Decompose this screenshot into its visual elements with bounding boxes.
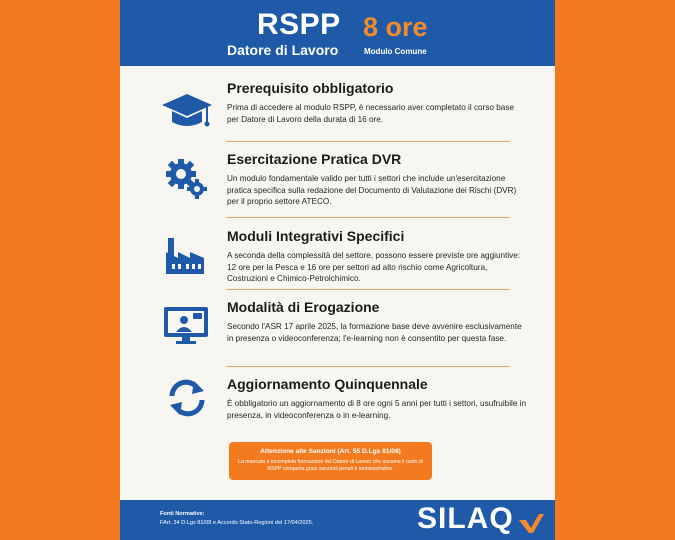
divider bbox=[226, 217, 510, 218]
logo-text: SILAQ bbox=[417, 502, 514, 535]
section-title: Esercitazione Pratica DVR bbox=[227, 151, 402, 167]
logo-check-icon bbox=[517, 512, 545, 534]
infographic-card bbox=[120, 0, 555, 540]
sources-text: FArt. 34 D.Lgs 81/08 e Accordo Stato-Regioni del 17/04/2025. bbox=[160, 520, 314, 526]
page-title: RSPP bbox=[257, 8, 341, 41]
video-conference-icon bbox=[160, 303, 214, 347]
divider bbox=[226, 289, 510, 290]
section-body: Un modulo fondamentale valido per tutti i settori che include un'esercitazione pratica specifica sulla redazione del Documento di Valutazione dei Rischi (DVR) per il proprio settore ATECO. bbox=[227, 174, 517, 206]
divider bbox=[226, 141, 510, 142]
divider bbox=[226, 366, 510, 367]
graduation-cap-icon bbox=[160, 90, 214, 134]
section-title: Moduli Integrativi Specifici bbox=[227, 228, 405, 244]
section-title: Prerequisito obbligatorio bbox=[227, 80, 394, 96]
section-body: È obbligatorio un aggiornamento di 8 ore ogni 5 anni per tutti i settori, usufruibile in presenza, in videoconferenza o in e-learning. bbox=[227, 399, 527, 420]
module-label: Modulo Comune bbox=[364, 47, 427, 56]
section-body: A seconda della complessità del settore, possono essere previste ore aggiuntive: 12 ore per la Pesca e 16 ore per settori ad alto rischio come Agricoltura, Costruzioni e Chimico-Petrolchimico. bbox=[227, 251, 521, 283]
section-title: Aggiornamento Quinquennale bbox=[227, 376, 428, 392]
gears-icon bbox=[160, 156, 214, 200]
refresh-icon bbox=[160, 376, 214, 420]
section-title: Modalità di Erogazione bbox=[227, 299, 380, 315]
silaq-logo bbox=[417, 500, 552, 540]
section-body: Secondo l'ASR 17 aprile 2025, la formazione base deve avvenire esclusivamente in presenza o videoconferenza; l'e-learning non è consentito per questa fase. bbox=[227, 322, 522, 343]
sources-label: Fonti Normative: bbox=[160, 511, 205, 517]
warning-body: La mancata o incompleta formazione del Datore di Lavoro che assume il ruolo di RSPP comporta gravi sanzioni penali e amministrative. bbox=[238, 459, 423, 472]
header-banner bbox=[120, 0, 555, 66]
sanctions-warning-box bbox=[229, 442, 432, 480]
warning-title: Attenzione alle Sanzioni (Art. 55 D.Lgs 81/08) bbox=[260, 448, 401, 455]
section-body: Prima di accedere al modulo RSPP, è necessario aver completato il corso base per Datore di Lavoro della durata di 16 ore. bbox=[227, 103, 515, 124]
page-subtitle: Datore di Lavoro bbox=[227, 42, 339, 58]
factory-icon bbox=[160, 234, 214, 278]
course-hours: 8 ore bbox=[363, 12, 428, 42]
footer bbox=[120, 500, 555, 540]
